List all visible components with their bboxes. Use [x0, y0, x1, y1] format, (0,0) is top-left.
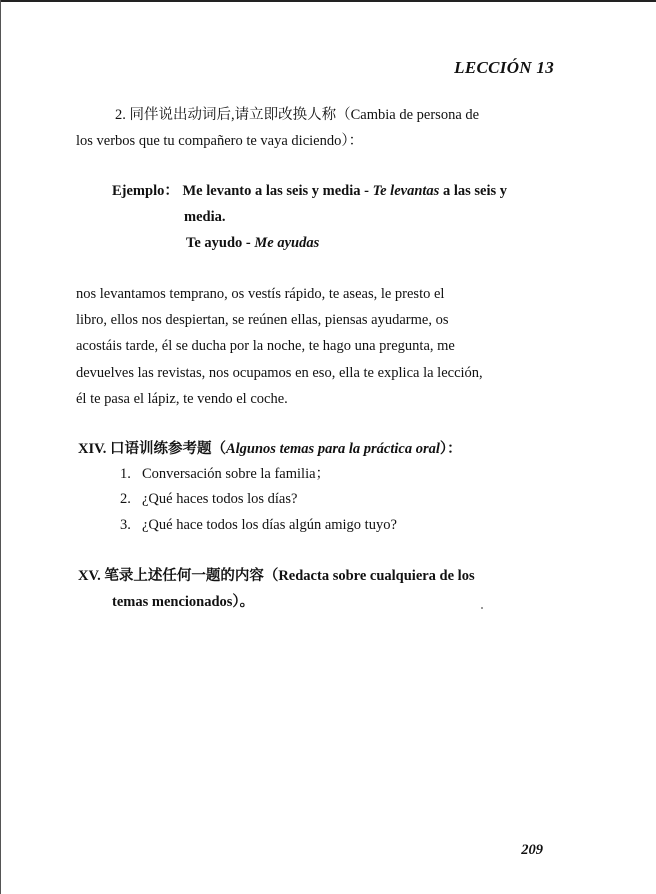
top-border	[0, 0, 656, 2]
example-line-2	[186, 230, 646, 256]
list-item	[120, 486, 297, 512]
exercise-2-line2: los verbos que tu compañero te vaya diciendo）：	[76, 133, 364, 149]
example-sentence2-b: Me ayudas	[254, 235, 320, 251]
section-xiv-heading	[78, 436, 573, 462]
list-item-text: Conversación sobre la familia；	[142, 466, 331, 482]
scan-speck	[481, 607, 483, 609]
phrase-line: él te pasa el lápiz, te vendo el coche.	[76, 390, 288, 407]
exercise-2-line1: 同伴说出动词后,请立即改换人称（Cambia de persona de	[129, 107, 480, 123]
phrase-line: nos levantamos temprano, os vestís rápido, te aseas, le presto el	[76, 286, 445, 302]
section-xv-line2: temas mencionados）。	[112, 594, 255, 610]
list-item	[120, 512, 397, 538]
list-item-number: 1.	[120, 466, 131, 482]
phrase-line: libro, ellos nos despiertan, se reúnen ellas, piensas ayudarme, os	[76, 312, 449, 329]
list-item-text: ¿Qué haces todos los días?	[142, 491, 298, 507]
paren-open: （	[211, 441, 226, 457]
section-xiv-numeral: XIV.	[78, 441, 107, 457]
paren-close: ）：	[439, 441, 462, 457]
list-item-text: ¿Qué hace todos los días algún amigo tuyo?	[142, 517, 397, 533]
example-sentence1-c: a las seis y	[442, 183, 507, 199]
list-item-number: 3.	[120, 517, 131, 533]
section-xv-line1: 笔录上述任何一题的内容（Redacta sobre cualquiera de los	[104, 568, 475, 584]
example-sentence1-b: Te levantas	[372, 183, 440, 199]
example-sentence1-a: Me levanto a las seis y media -	[182, 183, 369, 199]
example-sentence2-a: Te ayudo -	[186, 235, 251, 251]
example-sentence1-d: media.	[184, 209, 226, 225]
exercise-2-instruction	[76, 102, 571, 154]
phrase-list-paragraph	[76, 281, 571, 412]
exercise-number: 2.	[115, 107, 126, 123]
section-xiv-spanish-title: Algunos temas para la práctica oral	[225, 441, 440, 457]
section-xv-heading	[78, 563, 573, 589]
page-number: 209	[521, 842, 543, 858]
list-item	[120, 461, 330, 487]
phrase-line: acostáis tarde, él se ducha por la noche, te hago una pregunta, me	[76, 338, 455, 355]
left-border	[0, 0, 1, 894]
list-item-number: 2.	[120, 491, 131, 507]
section-xv-numeral: XV.	[78, 568, 101, 584]
running-header: LECCIÓN 13	[454, 58, 554, 77]
section-xiv-chinese: 口语训练参考题	[109, 441, 212, 457]
example-label: Ejemplo：	[112, 183, 179, 199]
example-line-1	[112, 178, 572, 204]
phrase-line: devuelves las revistas, nos ocupamos en eso, ella te explica la lección,	[76, 364, 483, 381]
